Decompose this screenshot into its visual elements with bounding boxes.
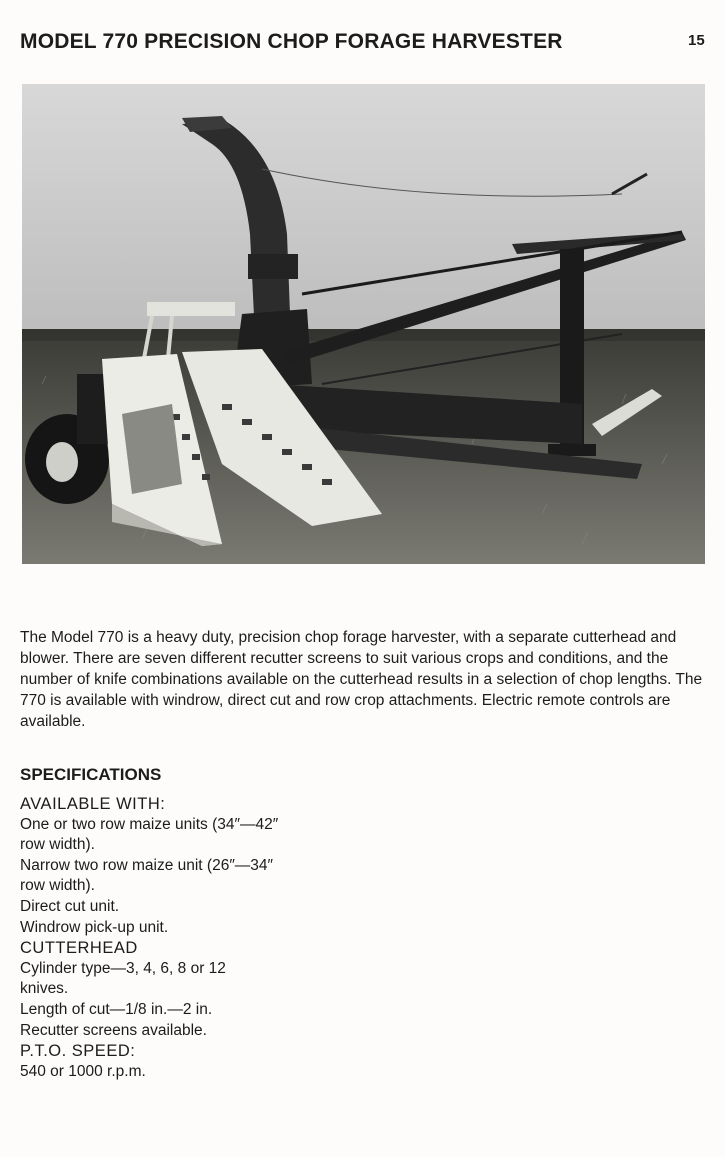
intro-paragraph: The Model 770 is a heavy duty, precision chop forage harvester, with a separate cutterhead and blower. There are seven different recutter screens to suit various crops and conditions, and the number of knife combinations available on the cutterhead results in a selection of chop lengths. The 770 is available with windrow, direct cut and row crop attachments. Electric remote controls are available.	[20, 629, 703, 730]
spec-subheading-pto-speed: P.T.O. SPEED:	[20, 1042, 136, 1061]
spec-line: Windrow pick-up unit.	[20, 918, 169, 936]
spec-line: knives.	[20, 980, 69, 998]
spec-subheading-available-with: AVAILABLE WITH:	[20, 795, 166, 813]
spec-line: Length of cut—1/8 in.—2 in.	[20, 1000, 213, 1018]
spec-line: Cylinder type—3, 4, 6, 8 or 12	[20, 959, 226, 977]
spec-line: Narrow two row maize unit (26″—34″	[20, 856, 274, 874]
spec-line: One or two row maize units (34″—42″	[20, 815, 279, 833]
spec-line: 540 or 1000 r.p.m.	[20, 1062, 146, 1080]
page-title: MODEL 770 PRECISION CHOP FORAGE HARVESTER	[20, 30, 563, 53]
specifications-list	[20, 794, 380, 1082]
specifications-heading: SPECIFICATIONS	[20, 765, 162, 784]
spec-subheading-cutterhead: CUTTERHEAD	[20, 939, 138, 958]
spec-line: Recutter screens available.	[20, 1021, 207, 1039]
page-number: 15	[688, 32, 705, 49]
spec-line: row width).	[20, 836, 95, 854]
harvester-photo	[22, 84, 705, 564]
spec-line: Direct cut unit.	[20, 897, 120, 915]
spec-line: row width).	[20, 877, 95, 895]
